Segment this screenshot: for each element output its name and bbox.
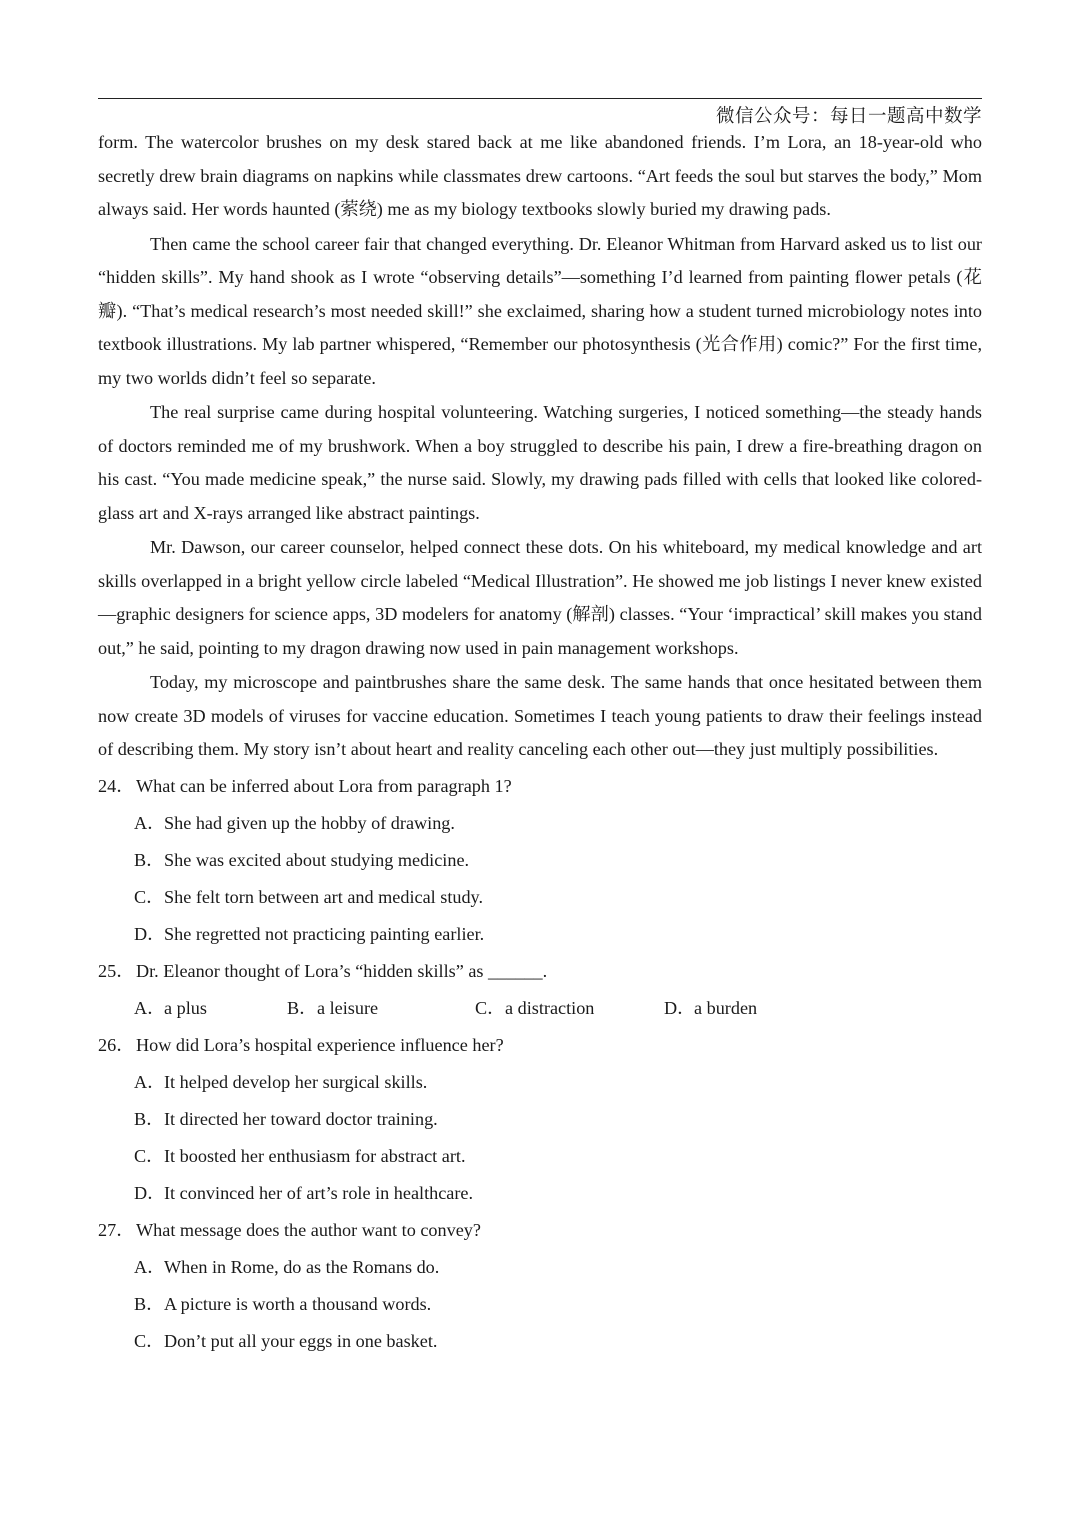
option-text: Don’t put all your eggs in one basket. — [164, 1330, 438, 1351]
question-stem — [98, 768, 982, 805]
option-text: It helped develop her surgical skills. — [164, 1071, 428, 1092]
question-number: 25． — [98, 960, 135, 981]
option-letter: D． — [134, 923, 166, 944]
option-text: It boosted her enthusiasm for abstract art. — [164, 1145, 466, 1166]
question-text: What message does the author want to convey? — [136, 1219, 481, 1240]
option-text: She was excited about studying medicine. — [164, 849, 470, 870]
option-row — [98, 990, 982, 1027]
option-a — [98, 805, 982, 842]
question-stem — [98, 1212, 982, 1249]
header-wechat-label: 微信公众号：每日一题高中数学 — [715, 106, 982, 127]
question-stem — [98, 1027, 982, 1064]
question-26 — [98, 1027, 982, 1212]
option-text: A picture is worth a thousand words. — [164, 1293, 432, 1314]
option-text: It directed her toward doctor training. — [164, 1108, 438, 1129]
question-list — [98, 768, 982, 1360]
question-number: 24． — [98, 775, 135, 796]
option-letter: A． — [134, 1071, 166, 1092]
option-letter: B． — [134, 1108, 165, 1129]
option-text: She felt torn between art and medical study. — [164, 886, 484, 907]
option-text: She had given up the hobby of drawing. — [164, 812, 455, 833]
option-b — [98, 1286, 982, 1323]
question-text: What can be inferred about Lora from paragraph 1? — [136, 775, 512, 796]
option-b — [98, 1101, 982, 1138]
document-body — [98, 126, 982, 1360]
passage-paragraph-4: Mr. Dawson, our career counselor, helped connect these dots. On his whiteboard, my medical knowledge and art skills overlapped in a bright yellow circle labeled “Medical Illustration”. He showed me job listings I never knew existed—graphic designers for science apps, 3D modelers for anatomy (解剖) classes. “Your ‘impractical’ skill makes you stand out,” he said, pointing to my dragon drawing now used in pain management workshops. — [98, 537, 982, 658]
option-text: a plus — [164, 997, 207, 1018]
option-text: She regretted not practicing painting earlier. — [164, 923, 485, 944]
passage-paragraph-1: form. The watercolor brushes on my desk stared back at me like abandoned friends. I’m Lora, an 18-year-old who secretly drew brain diagrams on napkins while classmates drew cartoons. “Art feeds the soul but starves the body,” Mom always said. Her words haunted (萦绕) me as my biology textbooks slowly buried my drawing pads. — [98, 132, 982, 219]
option-letter: C． — [134, 1330, 165, 1351]
option-text: a distraction — [505, 997, 595, 1018]
option-text: It convinced her of art’s role in healthcare. — [164, 1182, 474, 1203]
option-letter: A． — [134, 997, 166, 1018]
option-d — [98, 1175, 982, 1212]
option-letter: B． — [134, 1293, 165, 1314]
question-text: Dr. Eleanor thought of Lora’s “hidden skills” as ______. — [136, 960, 548, 981]
question-number: 26． — [98, 1034, 135, 1055]
option-letter: C． — [134, 1145, 165, 1166]
header-rule — [98, 98, 982, 99]
option-text: a leisure — [317, 997, 379, 1018]
question-24 — [98, 768, 982, 953]
option-b — [98, 842, 982, 879]
option-d — [664, 990, 757, 1027]
passage-paragraph-5: Today, my microscope and paintbrushes share the same desk. The same hands that once hesitated between them now create 3D models of viruses for vaccine education. Sometimes I teach young patients to draw their feelings instead of describing them. My story isn’t about heart and reality canceling each other out—they just multiply possibilities. — [98, 672, 982, 759]
option-d — [98, 916, 982, 953]
option-c — [98, 879, 982, 916]
option-letter: C． — [475, 997, 506, 1018]
option-text: When in Rome, do as the Romans do. — [164, 1256, 440, 1277]
question-25 — [98, 953, 982, 1027]
option-a — [98, 1064, 982, 1101]
option-letter: B． — [134, 849, 165, 870]
option-letter: B． — [287, 997, 318, 1018]
option-c — [98, 1138, 982, 1175]
option-letter: D． — [664, 997, 696, 1018]
passage-paragraph-2: Then came the school career fair that changed everything. Dr. Eleanor Whitman from Harvard asked us to list our “hidden skills”. My hand shook as I wrote “observing details”—something I’d learned from painting flower petals (花瓣). “That’s medical research’s most needed skill!” she exclaimed, sharing how a student turned microbiology notes into textbook illustrations. My lab partner whispered, “Remember our photosynthesis (光合作用) comic?” For the first time, my two worlds didn’t feel so separate. — [98, 233, 982, 388]
option-letter: C． — [134, 886, 165, 907]
option-letter: D． — [134, 1182, 166, 1203]
option-letter: A． — [134, 1256, 166, 1277]
option-c — [98, 1323, 982, 1360]
question-27 — [98, 1212, 982, 1360]
question-stem — [98, 953, 982, 990]
option-text: a burden — [694, 997, 758, 1018]
option-letter: A． — [134, 812, 166, 833]
option-c — [475, 990, 594, 1027]
passage-paragraph-3: The real surprise came during hospital volunteering. Watching surgeries, I noticed something—the steady hands of doctors reminded me of my brushwork. When a boy struggled to describe his pain, I drew a fire-breathing dragon on his cast. “You made medicine speak,” the nurse said. Slowly, my drawing pads filled with cells that looked like colored-glass art and X-rays arranged like abstract paintings. — [98, 402, 982, 523]
reading-passage — [98, 126, 982, 767]
question-number: 27． — [98, 1219, 135, 1240]
option-a — [134, 990, 207, 1027]
question-text: How did Lora’s hospital experience influence her? — [136, 1034, 504, 1055]
option-b — [287, 990, 378, 1027]
option-a — [98, 1249, 982, 1286]
